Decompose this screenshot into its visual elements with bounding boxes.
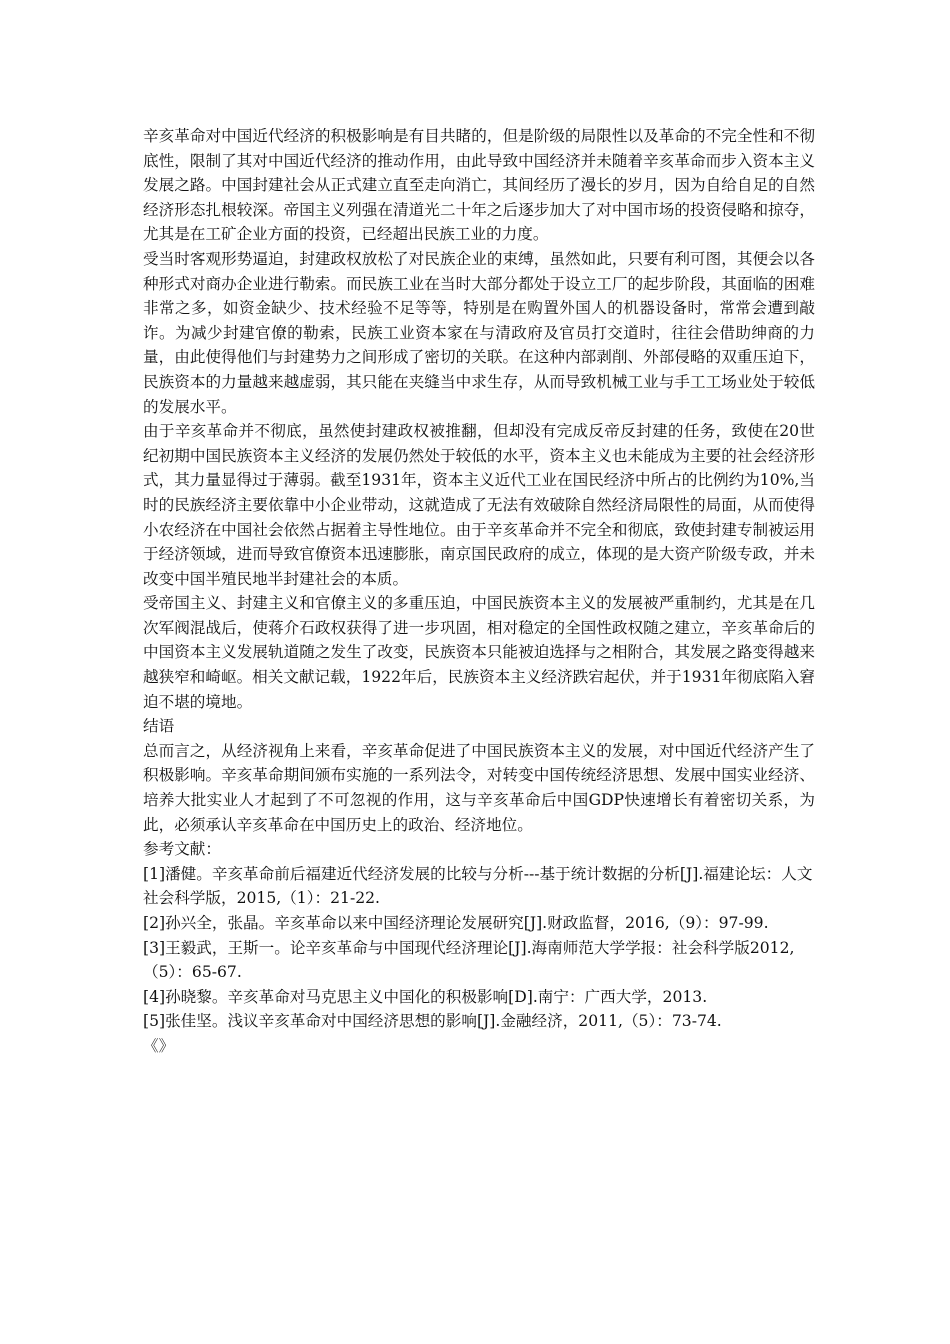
body-paragraph-4: 受帝国主义、封建主义和官僚主义的多重压迫，中国民族资本主义的发展被严重制约，尤其是在几次军阀混战后，使蒋介石政权获得了进一步巩固，相对稳定的全国性政权随之建立，辛亥革命后的中国资本主义发展轨道随之发生了改变，民族资本只能被迫选择与之相附合，其发展之路变得越来越狭窄和崎岖。相关文献记载，1922年后，民族资本主义经济跌宕起伏，并于1931年彻底陷入窘迫不堪的境地。 xyxy=(143,594,815,711)
body-paragraph-2: 受当时客观形势逼迫，封建政权放松了对民族企业的束缚，虽然如此，只要有利可图，其便会以各种形式对商办企业进行勒索。而民族工业在当时大部分都处于设立工厂的起步阶段，其面临的困难非常之多，如资金缺少、技术经验不足等等，特别是在购置外国人的机器设备时，常常会遭到敲诈。为减少封建官僚的勒索，民族工业资本家在与清政府及官员打交道时，往往会借助绅商的力量，由此使得他们与封建势力之间形成了密切的关联。在这种内部剥削、外部侵略的双重压迫下，民族资本的力量越来越虚弱，其只能在夹缝当中求生存，从而导致机械工业与手工工场业处于较低的发展水平。 xyxy=(143,249,815,416)
reference-item-2: [2]孙兴全，张晶。辛亥革命以来中国经济理论发展研究[J].财政监督，2016,（9）：97-99. xyxy=(143,914,769,932)
conclusion-heading: 结语 xyxy=(143,717,175,736)
references-heading: 参考文献： xyxy=(143,840,221,859)
reference-item-5: [5]张佳坚。浅议辛亥革命对中国经济思想的影响[J].金融经济，2011,（5）：73-74. xyxy=(143,1012,722,1031)
trailing-mark: 《》 xyxy=(143,1036,175,1055)
reference-item-3: [3]王毅武，王斯一。论辛亥革命与中国现代经济理论[J].海南师范大学学报：社会科学版2012,（5）：65-67. xyxy=(143,938,795,982)
reference-item-1: [1]潘健。辛亥革命前后福建近代经济发展的比较与分析---基于统计数据的分析[J].福建论坛：人文社会科学版，2015,（1）：21-22. xyxy=(143,864,813,908)
body-paragraph-3: 由于辛亥革命并不彻底，虽然使封建政权被推翻，但却没有完成反帝反封建的任务，致使在20世纪初期中国民族资本主义经济的发展仍然处于较低的水平，资本主义也未能成为主要的社会经济形式，其力量显得过于薄弱。截至1931年，资本主义近代工业在国民经济中所占的比例约为10%,当时的民族经济主要依靠中小企业带动，这就造成了无法有效破除自然经济局限性的局面，从而使得小农经济在中国社会依然占据着主导性地位。由于辛亥革命并不完全和彻底，致使封建专制被运用于经济领域，进而导致官僚资本迅速膨胀，南京国民政府的成立，体现的是大资产阶级专政，并未改变中国半殖民地半封建社会的本质。 xyxy=(143,422,815,588)
document-body xyxy=(143,124,815,1059)
body-paragraph-1: 辛亥革命对中国近代经济的积极影响是有目共睹的，但是阶级的局限性以及革命的不完全性和不彻底性，限制了其对中国近代经济的推动作用，由此导致中国经济并未随着辛亥革命而步入资本主义发展之路。中国封建社会从正式建立直至走向消亡，其间经历了漫长的岁月，因为自给自足的自然经济形态扎根较深。帝国主义列强在清道光二十年之后逐步加大了对中国市场的投资侵略和掠夺，尤其是在工矿企业方面的投资，已经超出民族工业的力度。 xyxy=(143,127,815,244)
conclusion-paragraph: 总而言之，从经济视角上来看，辛亥革命促进了中国民族资本主义的发展，对中国近代经济产生了积极影响。辛亥革命期间颁布实施的一系列法令，对转变中国传统经济思想、发展中国实业经济、培养大批实业人才起到了不可忽视的作用，这与辛亥革命后中国GDP快速增长有着密切关系，为此，必须承认辛亥革命在中国历史上的政治、经济地位。 xyxy=(143,741,815,834)
reference-item-4: [4]孙晓黎。辛亥革命对马克思主义中国化的积极影响[D].南宁：广西大学，2013. xyxy=(143,987,708,1006)
